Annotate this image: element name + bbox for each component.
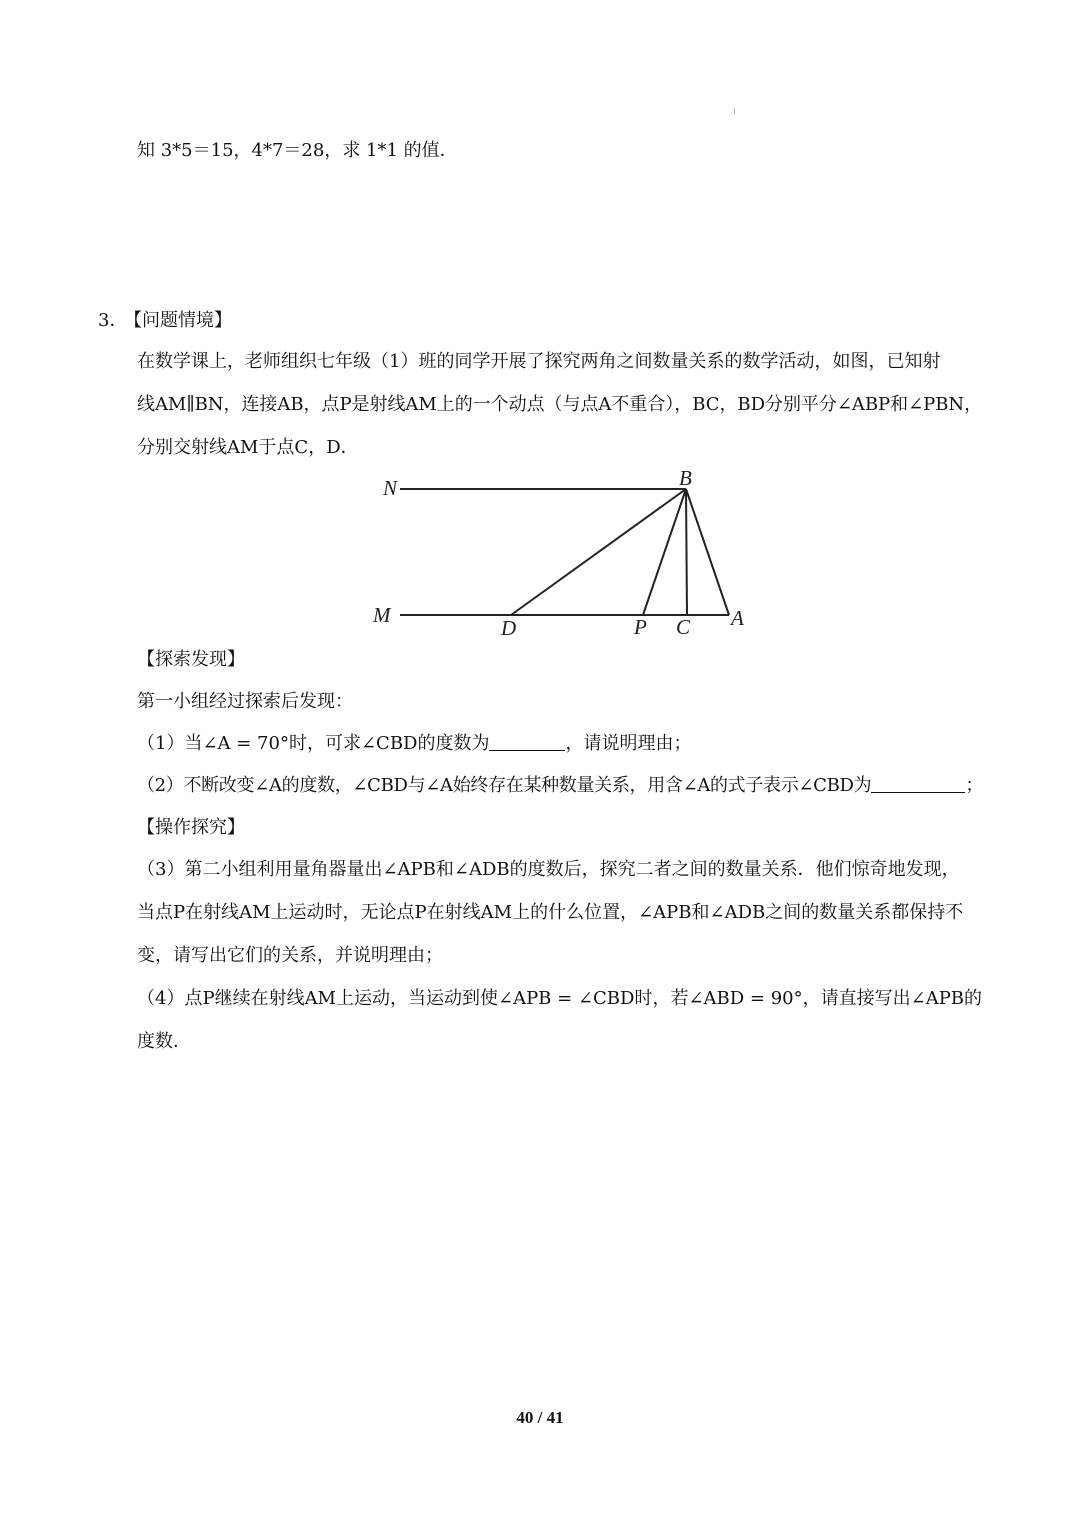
geometry-figure: [0, 468, 1080, 638]
problem-intro-line-3: 分别交射线AM于点C，D．: [137, 437, 359, 458]
label-p: P: [634, 615, 647, 638]
discover-lead: 第一小组经过探索后发现：: [137, 691, 353, 712]
problem-number: 3．: [98, 310, 128, 331]
previous-problem-tail: 知 3*5＝15，4*7＝28，求 1*1 的值．: [137, 140, 458, 161]
segment-ba: [686, 489, 729, 615]
page-number: 40 / 41: [516, 1408, 564, 1427]
question-3-line-2: 当点P在射线AM上运动时，无论点P在射线AM上的什么位置，∠APB和∠ADB之间的数量关系都保持不: [137, 902, 964, 923]
answer-blank-1[interactable]: [489, 732, 565, 751]
scan-mark: [734, 108, 735, 114]
question-1-tail: ，请说明理由；: [565, 733, 692, 754]
question-3-line-3: 变，请写出它们的关系，并说明理由；: [137, 945, 443, 966]
segment-bc: [686, 489, 687, 615]
label-a: A: [731, 606, 744, 630]
question-1-text: （1）当∠A = 70°时，可求∠CBD的度数为: [137, 733, 490, 754]
label-m: M: [373, 603, 391, 627]
question-4-line-2: 度数．: [137, 1031, 191, 1052]
label-b: B: [679, 468, 692, 490]
question-4-line-1: （4）点P继续在射线AM上运动，当运动到使∠APB = ∠CBD时，若∠ABD = 90°，请直接写出∠APB的: [137, 988, 983, 1009]
label-c: C: [676, 615, 691, 638]
question-1: [137, 732, 691, 756]
question-2: [137, 774, 983, 798]
question-2-text: （2）不断改变∠A的度数，∠CBD与∠A始终存在某种数量关系，用含∠A的式子表示∠CBD为: [137, 775, 872, 796]
section-heading-operate: 【操作探究】: [137, 817, 245, 838]
problem-intro-line-2: 线AM∥BN，连接AB，点P是射线AM上的一个动点（与点A不重合），BC，BD分别平分∠ABP和∠PBN，: [137, 394, 983, 415]
question-3-line-1: （3）第二小组利用量角器量出∠APB和∠ADB的度数后，探究二者之间的数量关系．他们惊奇地发现，: [137, 859, 960, 880]
problem-intro-line-1: 在数学课上，老师组织七年级（1）班的同学开展了探究两角之间数量关系的数学活动，如图，已知射: [137, 351, 941, 372]
label-d: D: [501, 616, 517, 638]
segment-bp: [643, 489, 686, 615]
section-heading-discover: 【探索发现】: [137, 649, 245, 670]
question-2-tail: ；: [965, 775, 984, 796]
segment-bd: [511, 489, 686, 615]
section-heading-context: 【问题情境】: [124, 310, 232, 331]
answer-blank-2[interactable]: [871, 774, 965, 793]
label-n: N: [383, 476, 398, 500]
